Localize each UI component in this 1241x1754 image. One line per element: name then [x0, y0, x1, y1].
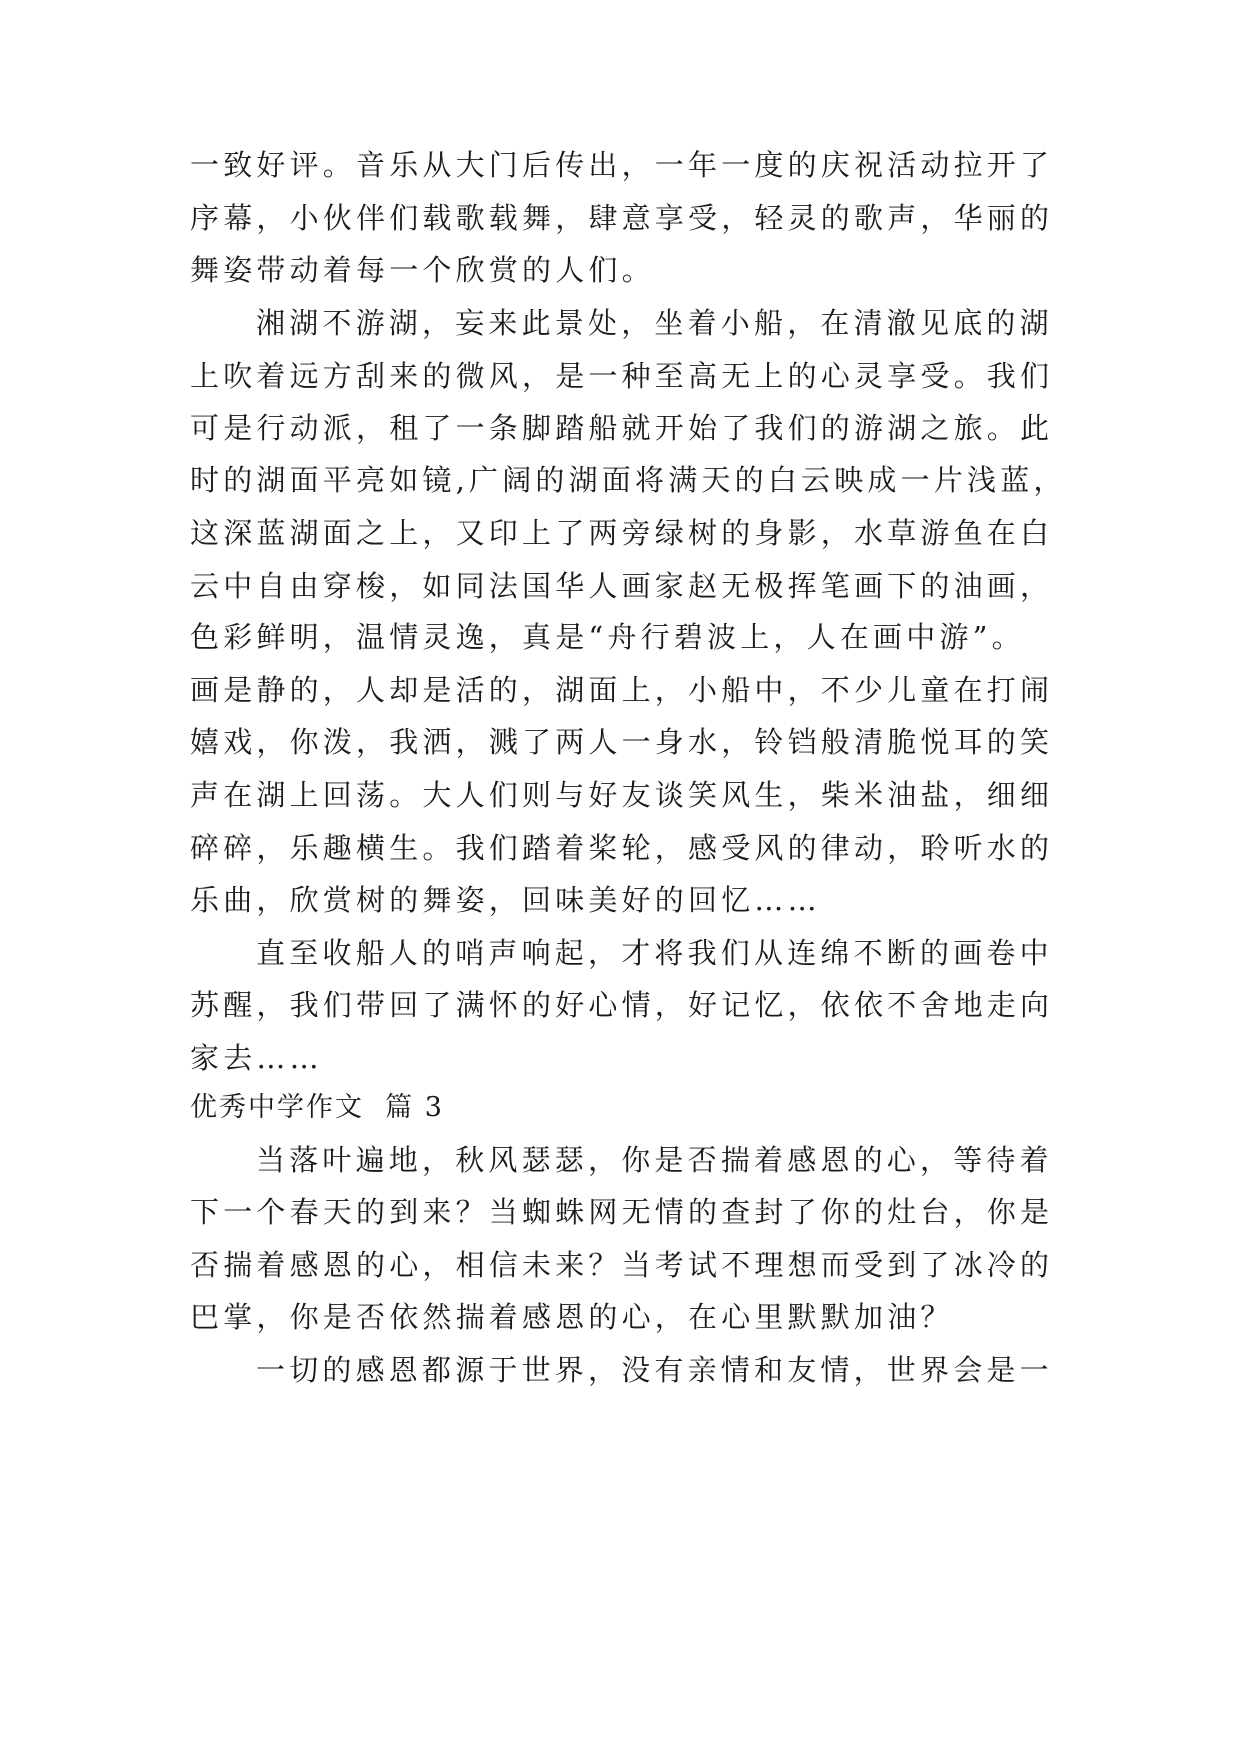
section-heading: 优秀中学作文 篇 3	[190, 1092, 444, 1123]
paragraph-2-line-6: 云中自由穿梭，如同法国华人画家赵无极挥笔画下的油画，	[190, 569, 1054, 603]
paragraph-2-line-8: 画是静的，人却是活的，湖面上，小船中，不少儿童在打闹	[190, 673, 1054, 707]
paragraph-1-line-3: 舞姿带动着每一个欣赏的人们。	[190, 253, 655, 287]
paragraph-2-line-1: 湘湖不游湖，妄来此景处，坐着小船，在清澈见底的湖	[256, 306, 1053, 340]
paragraph-3-line-3: 家去……	[190, 1041, 323, 1075]
paragraph-1-line-2: 序幕，小伙伴们载歌载舞，肆意享受，轻灵的歌声，华丽的	[190, 201, 1054, 235]
paragraph-3-line-1: 直至收船人的哨声响起，才将我们从连绵不断的画卷中	[256, 936, 1053, 970]
paragraph-3-line-2: 苏醒，我们带回了满怀的好心情，好记忆，依依不舍地走向	[190, 988, 1054, 1022]
paragraph-4-line-1: 当落叶遍地，秋风瑟瑟，你是否揣着感恩的心，等待着	[256, 1143, 1053, 1177]
paragraph-2-line-10: 声在湖上回荡。大人们则与好友谈笑风生，柴米油盐，细细	[190, 778, 1054, 812]
paragraph-1-line-1: 一致好评。音乐从大门后传出，一年一度的庆祝活动拉开了	[190, 148, 1054, 182]
paragraph-2-line-11: 碎碎，乐趣横生。我们踏着桨轮，感受风的律动，聆听水的	[190, 831, 1054, 865]
paragraph-2-line-7: 色彩鲜明，温情灵逸，真是“舟行碧波上，人在画中游”。	[190, 620, 1025, 654]
paragraph-4-line-4: 巴掌，你是否依然揣着感恩的心，在心里默默加油？	[190, 1300, 954, 1334]
paragraph-2-line-4: 时的湖面平亮如镜,广阔的湖面将满天的白云映成一片浅蓝，	[190, 463, 1067, 497]
paragraph-4-line-2: 下一个春天的到来？当蜘蛛网无情的查封了你的灶台，你是	[190, 1195, 1054, 1229]
paragraph-2-line-2: 上吹着远方刮来的微风，是一种至高无上的心灵享受。我们	[190, 359, 1054, 393]
paragraph-4-line-3: 否揣着感恩的心，相信未来？当考试不理想而受到了冰冷的	[190, 1248, 1054, 1282]
paragraph-5-line-1: 一切的感恩都源于世界，没有亲情和友情，世界会是一	[256, 1353, 1053, 1387]
paragraph-2-line-12: 乐曲，欣赏树的舞姿，回味美好的回忆……	[190, 883, 821, 917]
paragraph-2-line-5: 这深蓝湖面之上，又印上了两旁绿树的身影，水草游鱼在白	[190, 516, 1054, 550]
paragraph-2-line-3: 可是行动派，租了一条脚踏船就开始了我们的游湖之旅。此	[190, 411, 1054, 445]
paragraph-2-line-9: 嬉戏，你泼，我洒，溅了两人一身水，铃铛般清脆悦耳的笑	[190, 725, 1054, 759]
